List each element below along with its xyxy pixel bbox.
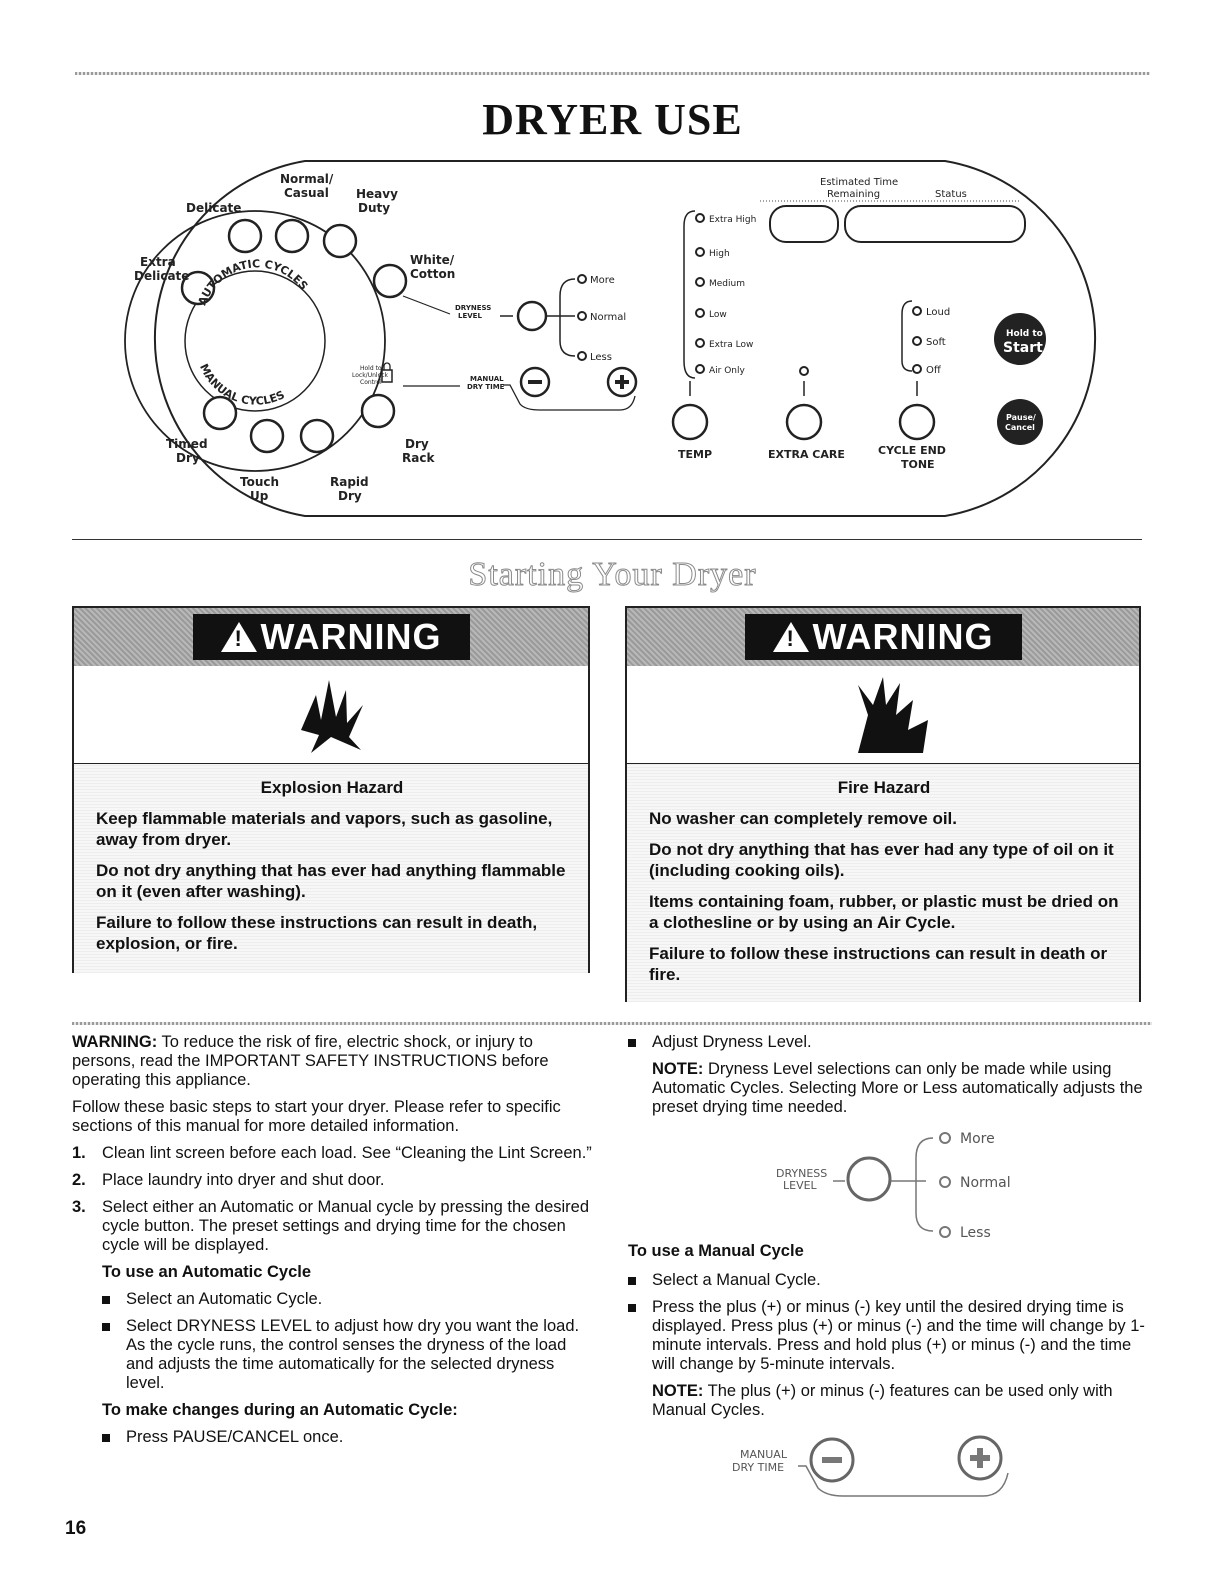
normal-casual-label-1: Normal/ xyxy=(280,172,334,186)
step-item: 1. Clean lint screen before each load. See “Cleaning the Lint Screen.” xyxy=(72,1144,592,1162)
heavy-duty-knob xyxy=(324,225,356,257)
tone-off: Off xyxy=(926,365,941,376)
estimated-time-label-2: Remaining xyxy=(827,189,881,200)
hazard-line: Failure to follow these instructions can result in death or fire. xyxy=(649,944,1108,984)
top-rule xyxy=(75,72,1150,75)
warning-title: WARNING xyxy=(812,616,994,657)
start-button-label-2: Start xyxy=(1003,340,1043,356)
warning-triangle-icon xyxy=(221,622,257,652)
start-button xyxy=(994,313,1046,365)
temp-low: Low xyxy=(709,310,727,320)
touch-up-label-1: Touch xyxy=(240,475,280,489)
cycle-end-tone-label-2: TONE xyxy=(901,458,935,471)
warning-header xyxy=(74,608,588,666)
inset-dryness-label-2: LEVEL xyxy=(783,1179,817,1192)
warning-triangle-icon xyxy=(773,622,809,652)
explosion-warning-box xyxy=(72,606,590,973)
pause-label-2: Cancel xyxy=(1005,423,1035,432)
hazard-line: Failure to follow these instructions can result in death, explosion, or fire. xyxy=(96,913,538,953)
warning-paragraph xyxy=(72,1033,592,1090)
rapid-dry-knob xyxy=(301,420,333,452)
white-cotton-label-2: Cotton xyxy=(410,267,456,281)
note-paragraph: NOTE: The plus (+) or minus (-) features can be used only with Manual Cycles. xyxy=(652,1382,1113,1419)
extra-care-knob xyxy=(787,405,821,439)
rapid-dry-label-2: Dry xyxy=(338,489,362,503)
rapid-dry-label-1: Rapid xyxy=(330,475,369,489)
warning-text: To reduce the risk of fire, electric shock, or injury to persons, read the IMPORTANT SAFETY INSTRUCTIONS before operating this appliance. xyxy=(72,1033,549,1089)
dryness-level-label-1: DRYNESS xyxy=(455,304,492,312)
dry-rack-label-1: Dry xyxy=(405,437,429,451)
bullet-item: Press PAUSE/CANCEL once. xyxy=(102,1428,592,1447)
heavy-duty-label-1: Heavy xyxy=(356,187,398,201)
timed-dry-label-2: Dry xyxy=(176,451,200,465)
bullet-item: Select DRYNESS LEVEL to adjust how dry you want the load. As the cycle runs, the control senses the dryness of the load and adjusts the time automatically for the selected dryness level. xyxy=(102,1317,592,1393)
pause-label-1: Pause/ xyxy=(1006,413,1036,422)
touch-up-label-2: Up xyxy=(250,489,269,503)
normal-casual-knob xyxy=(276,220,308,252)
extra-care-label: EXTRA CARE xyxy=(768,448,845,461)
hazard-line: No washer can completely remove oil. xyxy=(649,809,958,828)
temp-air-only: Air Only xyxy=(709,366,745,376)
dryness-normal-label: Normal xyxy=(590,312,627,323)
hazard-title: Fire Hazard xyxy=(837,778,931,797)
explosion-icon xyxy=(74,666,588,764)
dryness-level-inset xyxy=(708,1123,1128,1243)
page-number: 16 xyxy=(65,1518,87,1539)
hold-lock-label-2: Lock/Unlock xyxy=(352,372,389,379)
manual-dry-time-label-2: DRY TIME xyxy=(467,383,505,391)
touch-up-knob xyxy=(251,420,283,452)
left-column xyxy=(72,1033,592,1455)
dryness-less-label: Less xyxy=(590,352,612,363)
dryness-level-knob xyxy=(518,302,546,330)
temp-extra-low: Extra Low xyxy=(709,340,754,350)
right-column xyxy=(628,1033,1148,1503)
intro-paragraph: Follow these basic steps to start your dryer. Please refer to specific sections of this manual for more detailed information. xyxy=(72,1098,561,1135)
hold-lock-label-3: Control xyxy=(360,379,382,386)
hold-lock-label-1: Hold to xyxy=(360,365,382,372)
bullet-item: Select an Automatic Cycle. xyxy=(102,1290,592,1309)
step-item: 3. Select either an Automatic or Manual cycle by pressing the desired cycle button. The preset settings and drying time for the chosen cycle will be displayed. xyxy=(72,1198,590,1254)
dry-rack-label-2: Rack xyxy=(402,451,435,465)
cycle-end-tone-knob xyxy=(900,405,934,439)
manual-cycle-heading: To use a Manual Cycle xyxy=(628,1242,804,1260)
hazard-title: Explosion Hazard xyxy=(260,778,404,797)
white-cotton-label-1: White/ xyxy=(410,253,455,267)
status-display xyxy=(845,206,1025,242)
note-paragraph: NOTE: Dryness Level selections can only be made while using Automatic Cycles. Selecting More or Less automatically adjusts the preset drying time needed. xyxy=(652,1060,1143,1116)
temp-medium: Medium xyxy=(709,279,745,289)
inset-dryness-label-1: DRYNESS xyxy=(776,1167,828,1180)
extra-delicate-label-2: Delicate xyxy=(134,269,190,283)
page-title: DRYER USE xyxy=(482,95,743,144)
start-button-label-1: Hold to xyxy=(1006,329,1043,339)
step-item: 2. Place laundry into dryer and shut door. xyxy=(72,1171,385,1189)
hazard-line: Do not dry anything that has ever had any type of oil on it (including cooking oils). xyxy=(649,840,1114,880)
tone-loud: Loud xyxy=(926,307,951,318)
body-rule xyxy=(72,1022,1152,1025)
cycle-end-tone-label-1: CYCLE END xyxy=(878,444,946,457)
inset-more: More xyxy=(960,1131,995,1147)
delicate-label: Delicate xyxy=(186,201,242,215)
temp-extra-high: Extra High xyxy=(709,215,757,225)
fire-warning-box xyxy=(625,606,1141,1002)
time-display xyxy=(770,206,838,242)
manual-dry-time-inset xyxy=(718,1428,1118,1498)
bullet-item: Select a Manual Cycle. xyxy=(628,1271,1148,1290)
automatic-cycles-arc-label: AUTOMATIC CYCLES xyxy=(195,257,311,308)
delicate-knob xyxy=(229,220,261,252)
white-cotton-knob xyxy=(374,265,406,297)
normal-casual-label-2: Casual xyxy=(284,186,329,200)
bullet-item: Adjust Dryness Level. xyxy=(628,1033,1148,1052)
manual-cycles-arc-label: MANUAL CYCLES xyxy=(197,361,287,408)
auto-cycle-heading: To use an Automatic Cycle xyxy=(102,1263,312,1281)
cycle-knobs xyxy=(182,220,406,452)
estimated-time-label-1: Estimated Time xyxy=(820,177,899,188)
bullet-item: Press the plus (+) or minus (-) key until the desired drying time is displayed. Press plus (+) or minus (-) and the time will change by 1-minute intervals. Press and hold plus (+) or minus (-) and the time will change by 5-minute intervals. xyxy=(628,1298,1148,1374)
hazard-line: Items containing foam, rubber, or plastic must be dried on a clothesline or by using an Air Cycle. xyxy=(649,892,1119,932)
inset-normal: Normal xyxy=(960,1175,1011,1191)
warning-title: WARNING xyxy=(260,616,442,657)
svg-text:AUTOMATIC CYCLES xyxy=(196,257,311,307)
pause-cancel-button xyxy=(997,399,1043,445)
fire-icon xyxy=(627,666,1139,764)
dryness-level-label-2: LEVEL xyxy=(458,312,482,320)
temp-knob xyxy=(673,405,707,439)
inset-less: Less xyxy=(960,1225,991,1241)
extra-delicate-label-1: Extra xyxy=(140,255,176,269)
temp-high: High xyxy=(709,249,730,259)
hazard-line: Do not dry anything that has ever had anything flammable on it (even after washing). xyxy=(96,861,566,901)
changes-heading: To make changes during an Automatic Cycle: xyxy=(102,1401,458,1419)
warning-label: WARNING: xyxy=(72,1033,158,1051)
timed-dry-label-1: Timed xyxy=(166,437,208,451)
temp-label: TEMP xyxy=(678,448,713,461)
control-panel-diagram xyxy=(120,156,1120,526)
tone-soft: Soft xyxy=(926,337,946,348)
warning-header xyxy=(627,608,1139,666)
dryness-more-label: More xyxy=(590,275,615,286)
hazard-line: Keep flammable materials and vapors, such as gasoline, away from dryer. xyxy=(96,809,553,849)
heavy-duty-label-2: Duty xyxy=(358,201,391,215)
inset-manual-label-2: DRY TIME xyxy=(732,1461,785,1474)
section-heading: Starting Your Dryer xyxy=(468,556,757,593)
panel-outline xyxy=(155,161,1095,516)
dry-rack-knob xyxy=(362,395,394,427)
inset-manual-label-1: MANUAL xyxy=(740,1448,787,1461)
manual-dry-time-label-1: MANUAL xyxy=(470,375,504,383)
section-rule xyxy=(72,539,1142,540)
status-label: Status xyxy=(935,189,967,200)
